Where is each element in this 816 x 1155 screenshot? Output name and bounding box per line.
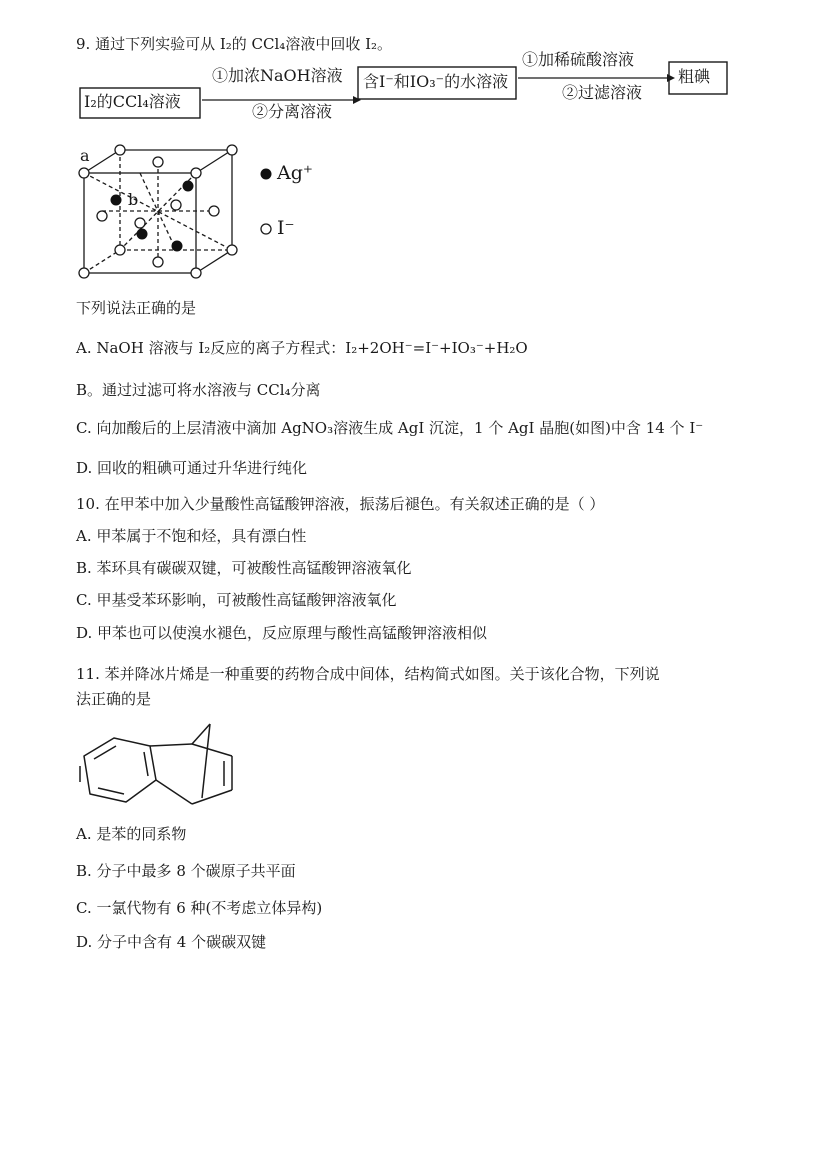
silver-ion xyxy=(137,229,148,240)
cell-label-b: b xyxy=(128,190,139,209)
q9-option-c: C. 向加酸后的上层清液中滴加 AgNO₃溶液生成 AgI 沉淀，1 个 AgI 晶胞(如图)中含 14 个 I⁻ xyxy=(76,419,704,437)
q11-option-c: C. 一氯代物有 6 种(不考虑立体异构) xyxy=(76,899,323,917)
iodide-ion xyxy=(115,245,125,255)
q10-option-b: B. 苯环具有碳碳双键，可被酸性高锰酸钾溶液氧化 xyxy=(76,559,412,577)
iodide-ion xyxy=(153,157,163,167)
q9-option-d: D. 回收的粗碘可通过升华进行纯化 xyxy=(76,459,308,477)
iodide-ion xyxy=(97,211,107,221)
q10-option-c: C. 甲基受苯环影响，可被酸性高锰酸钾溶液氧化 xyxy=(76,591,397,609)
silver-ion xyxy=(183,181,194,192)
q9-option-b: B。通过过滤可将水溶液与 CCl₄分离 xyxy=(76,381,321,399)
legend-iodide-dot xyxy=(261,224,271,234)
q9-option-a: A. NaOH 溶液与 I₂反应的离子方程式：I₂+2OH⁻=I⁻+IO₃⁻+H₂O xyxy=(76,339,528,357)
iodide-ion xyxy=(135,218,145,228)
cell-label-a: a xyxy=(80,146,90,165)
q9-flow-diagram xyxy=(70,50,760,130)
flow-box-3-label: 粗碘 xyxy=(678,67,711,86)
q9-prompt: 下列说法正确的是 xyxy=(76,299,197,317)
cell-edge-top-right xyxy=(196,150,232,173)
agi-unit-cell-figure xyxy=(72,138,312,288)
iodide-ion xyxy=(227,245,237,255)
flow-arrow-2-head xyxy=(667,74,675,82)
flow-arrow-1-top-label: ①加浓NaOH溶液 xyxy=(212,66,343,85)
benzene-inner-bond xyxy=(144,752,148,776)
q9-stem: 9. 通过下列实验可从 I₂的 CCl₄溶液中回收 I₂。 xyxy=(76,35,393,53)
legend-silver-dot xyxy=(261,169,272,180)
flow-box-2-label: 含I⁻和IO₃⁻的水溶液 xyxy=(363,72,509,91)
silver-ion xyxy=(111,195,122,206)
iodide-ion xyxy=(227,145,237,155)
benzene-inner-bond xyxy=(98,788,124,794)
flow-arrow-2-top-label: ①加稀硫酸溶液 xyxy=(522,50,635,69)
ring-bond xyxy=(192,790,232,804)
iodide-ion xyxy=(115,145,125,155)
iodide-ion xyxy=(209,206,219,216)
cell-edge-bottom-left xyxy=(84,250,120,273)
cell-edge-bottom-right xyxy=(196,250,232,273)
iodide-ion xyxy=(191,268,201,278)
alkene-bond xyxy=(192,744,232,756)
q10-option-d: D. 甲苯也可以使溴水褪色，反应原理与酸性高锰酸钾溶液相似 xyxy=(76,624,488,642)
structure-svg xyxy=(74,716,254,816)
bridgehead-bottom-bond xyxy=(156,780,192,804)
flow-arrow-2-bottom-label: ②过滤溶液 xyxy=(562,83,643,102)
q10-option-a: A. 甲苯属于不饱和烃，具有漂白性 xyxy=(76,527,307,545)
unit-cell-svg xyxy=(72,138,312,288)
legend-silver-label: Ag⁺ xyxy=(277,162,313,184)
iodide-ion xyxy=(79,268,89,278)
q11-stem-line2: 法正确的是 xyxy=(76,690,152,708)
q11-option-a: A. 是苯的同系物 xyxy=(76,825,187,843)
q10-stem: 10. 在甲苯中加入少量酸性高锰酸钾溶液，振荡后褪色。有关叙述正确的是（ ） xyxy=(76,495,605,513)
flow-arrow-1-bottom-label: ②分离溶液 xyxy=(252,102,333,121)
methylene-bridge xyxy=(202,724,210,798)
iodide-ion xyxy=(191,168,201,178)
q11-stem-line1: 11. 苯并降冰片烯是一种重要的药物合成中间体，结构简式如图。关于该化合物，下列说 xyxy=(76,665,660,683)
iodide-ion xyxy=(171,200,181,210)
iodide-ion xyxy=(79,168,89,178)
methylene-bridge xyxy=(192,724,210,744)
flow-arrow-1-head xyxy=(353,96,361,104)
benzonorbornene-structure xyxy=(74,716,254,816)
q11-option-b: B. 分子中最多 8 个碳原子共平面 xyxy=(76,862,296,880)
flow-box-1-label: I₂的CCl₄溶液 xyxy=(84,92,181,111)
silver-ion xyxy=(172,241,183,252)
iodide-ion xyxy=(153,257,163,267)
legend-iodide-label: I⁻ xyxy=(277,217,295,239)
q11-option-d: D. 分子中含有 4 个碳碳双键 xyxy=(76,933,267,951)
bridgehead-top-bond xyxy=(150,744,192,746)
